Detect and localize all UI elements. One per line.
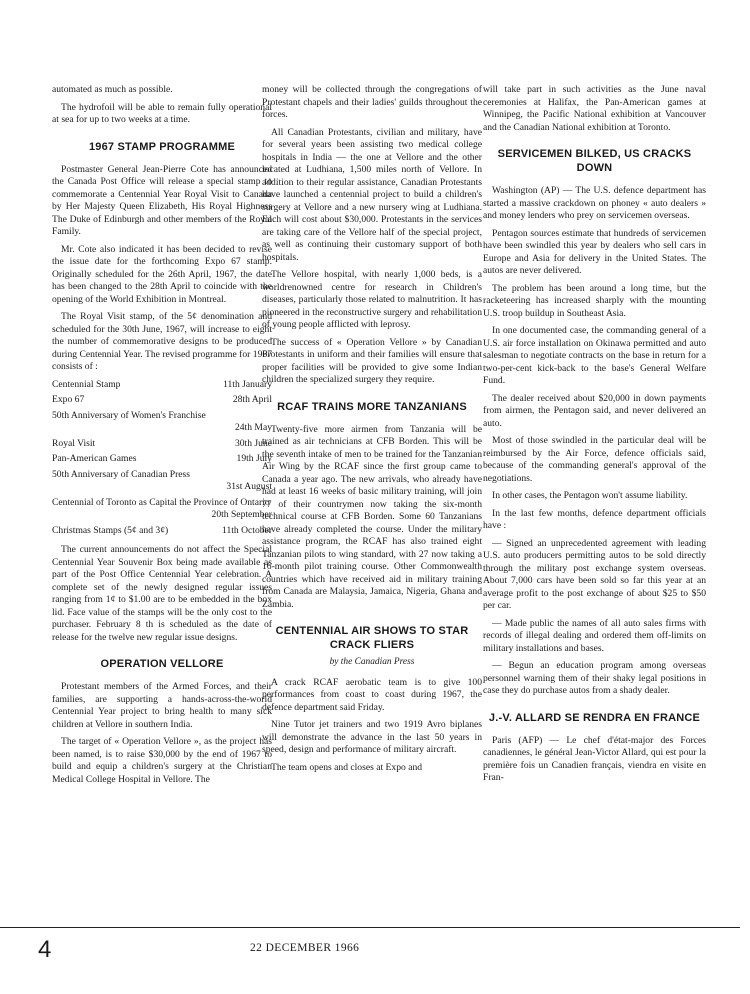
schedule-row [52, 410, 272, 435]
schedule-name: Centennial of Toronto as Capital the Province of Ontario [52, 496, 270, 508]
stamp-heading: 1967 STAMP PROGRAMME [88, 140, 235, 153]
servicemen-paragraph: The dealer received about $20,000 in down payments from airmen, the Pentagon said, and never delivered an auto. [483, 392, 706, 429]
servicemen-paragraph: — Made public the names of all auto sales firms with records of illegal dealing and ordered them off-limits on military installations and bases. [483, 617, 706, 654]
schedule-date: 11th October [222, 524, 272, 536]
stamp-paragraph: Postmaster General Jean-Pierre Cote has announced the Canada Post Office will release a special stamp to commemorate a Centennial Year Royal Visit to Canada by Her Majesty Queen Elizabeth, His Royal Highness The Duke of Edinburgh and other members of the Royal Family. [52, 163, 272, 237]
issue-date: 22 DECEMBER 1966 [250, 942, 360, 954]
vellore-paragraph: The target of « Operation Vellore », as the project has been named, is to raise $30,000 by the end of 1967 to build and equip a children's surgery at the Christian Medical College Hospital in Vellore. The [52, 736, 272, 785]
airshows-heading: CENTENNIAL AIR SHOWS TO STAR CRACK FLIERS [275, 625, 469, 651]
intro-paragraph: The hydrofoil will be able to remain fully operational at sea for up to two weeks at a time. [52, 101, 272, 125]
schedule-date: 24th May [234, 422, 272, 433]
servicemen-paragraph: In other cases, the Pentagon won't assume liability. [492, 490, 688, 501]
airshows-paragraph: The team opens and closes at Expo and [271, 761, 423, 773]
stamp-paragraph: Mr. Cote also indicated it has been decided to revise the issue date for the forthcoming Expo 67 stamp. Originally scheduled for the 26th April, 1967, the date has been changed to the 28th April to coincide with the opening of the World Exhibition in Montreal. [52, 243, 272, 305]
schedule-date: 30th June [234, 437, 272, 449]
servicemen-heading: SERVICEMEN BILKED, US CRACKS DOWN [497, 148, 692, 174]
vellore-paragraph: Protestant members of the Armed Forces, and their families, are supporting a hands-across-the-world Centennial Year project to bring health to many sick children at Vellore in southern India. [52, 681, 272, 730]
schedule-name: Royal Visit [52, 437, 96, 449]
servicemen-paragraph: Most of those swindled in the particular deal will be reimbursed by the Air Force, defence officials said, because of the commanding general's approval of the negotiations. [483, 435, 706, 484]
schedule-name: Christmas Stamps (5¢ and 3¢) [52, 524, 169, 536]
page-number: 4 [38, 936, 52, 963]
servicemen-paragraph: In one documented case, the commanding general of a U.S. air force installation on Okinawa permitted and auto salesman to negotiate contracts on the base in return for a two-per-cent kick-back to the base's General Welfare Fund. [483, 325, 706, 386]
schedule-name: Pan-American Games [52, 453, 137, 464]
vellore-continuation: money will be collected through the congregations of Protestant chapels and their ladies' guilds throughout the forces. [262, 84, 482, 120]
servicemen-paragraph: — Signed an unprecedented agreement with leading U.S. auto producers permitting autos to be sold directly through the military post exchange system overseas. About 7,000 cars have been sold so far this year at an average profit to the post exchange of about $25 to $50 per car. [483, 537, 706, 611]
airshows-paragraph: Nine Tutor jet trainers and two 1919 Avro biplanes will demonstrate the advance in the last 50 years in speed, design and performance of military aircraft. [262, 719, 482, 755]
rcaf-paragraph: Twenty-five more airmen from Tanzania will be trained as air technicians at CFB Borden. This will be the seventh intake of men to be trained for the Tanzanian Air Wing by the RCAF since the first group came to Canada a year ago. The new arrivals, who already have had at least 16 weeks of basic military training, will join 77 of their countrymen now taking the six-month technical course at CFB Borden. Some 60 Tanzanians have already completed the course. Under the military assistance program, the RCAF has also trained eight Tanzanian pilots to wing standard, with 27 now taking a 16-month pilot training course. Other Commonwealth countries which have received aid in military training from Canada are Malaysia, Jamaica, Nigeria, Ghana and Zambia. [262, 423, 482, 610]
schedule-date: 31st August [226, 481, 272, 492]
schedule-date: 11th January [223, 378, 272, 390]
schedule-row [52, 379, 272, 392]
stamp-paragraph: The current announcements do not affect the Special Centennial Year Souvenir Box being made available as part of the Post Office Centennial Year celebration. A complete set of the newly designed regular issues ranging from 1¢ to $1.00 are to be embedded in the box lid. Face value of the stamps will be the only cost to the purchaser. February 8 th is scheduled as the date of release for the twelve new regular issue designs. [52, 544, 272, 643]
vellore-paragraph: The Vellore hospital, with nearly 1,000 beds, is a worldrenowned centre for research in Children's diseases, particularly those related to malnutrition. It has pioneered in the reconstructive surgery and rehabilitation of young people afflicted with leprosy. [262, 269, 482, 330]
schedule-date: 28th April [232, 394, 272, 405]
schedule-row [52, 453, 272, 466]
airshows-paragraph: A crack RCAF aerobatic team is to give 100 performances from coast to coast during 1967, the defence department said Friday. [262, 676, 482, 713]
schedule-row [52, 469, 272, 494]
servicemen-paragraph: Pentagon sources estimate that hundreds of servicemen have been swindled this year by dealers who sell cars in Europe and Asia for delivery in the United States. The autos are never delivered. [483, 227, 706, 276]
vellore-heading: OPERATION VELLORE [100, 658, 224, 670]
schedule-name: Expo 67 [52, 394, 85, 405]
servicemen-paragraph: The problem has been around a long time, but the racketeering has increased sharply with the mounting U.S. troop buildup in Southeast Asia. [483, 282, 706, 319]
column-3 [483, 84, 706, 790]
schedule-name: 50th Anniversary of Women's Franchise [52, 409, 206, 421]
schedule-row [52, 438, 272, 451]
vellore-paragraph: The success of « Operation Vellore » by Canadian Protestants in uniform and their families will ensure that proper facilities will be provided to give some Indian children the specialized surgery they require. [262, 336, 482, 385]
schedule-row [52, 394, 272, 407]
stamp-schedule [52, 379, 272, 538]
column-2 [262, 84, 482, 779]
stamp-paragraph: The Royal Visit stamp, of the 5¢ denomination and scheduled for the 30th June, 1967, will increase to eight the number of commemorative designs to be produced during Centennial Year. The revised programme for 1967 consists of : [52, 311, 272, 372]
servicemen-paragraph: In the last few months, defence department officials have : [483, 507, 706, 531]
schedule-name: Centennial Stamp [52, 378, 121, 390]
schedule-date: 20th September [211, 509, 272, 520]
intro-continuation: automated as much as possible. [52, 84, 173, 95]
allard-paragraph: Paris (AFP) — Le chef d'état-major des Forces canadiennes, le général Jean-Victor Allard, qui est pour la première fois un Canadien français, viendra en visite en Fran- [483, 734, 706, 783]
airshows-continuation: will take part in such activities as the June naval ceremonies at Halifax, the Pan-American games at Winnipeg, the Pacific National exhibition at Vancouver and the Canadian National exhibition at Toronto. [483, 84, 706, 133]
servicemen-paragraph: Washington (AP) — The U.S. defence department has started a massive crackdown on phoney « auto dealers » and money lenders who prey on servicemen overseas. [483, 185, 706, 221]
rcaf-heading: RCAF TRAINS MORE TANZANIANS [277, 400, 467, 413]
schedule-row [52, 497, 272, 522]
footer-rule [0, 927, 740, 928]
schedule-name: 50th Anniversary of Canadian Press [52, 468, 191, 480]
schedule-row [52, 525, 272, 538]
column-1 [52, 84, 272, 791]
vellore-paragraph: All Canadian Protestants, civilian and military, have for several years been assisting two medical college hospitals in India — the one at Vellore and the other located at Ludhiana, 1,500 miles north of Vellore. In addition to their regular assistance, Canadian Protestants have launched a centennial project to build a children's surgery at Vellore and a new nursery wing at Ludhiana. Each will cost about $30,000. Protestants in the services are taking care of the Vellore half of the special project, as well as continuing their customary support of both hospitals. [262, 126, 482, 263]
airshows-byline: by the Canadian Press [329, 657, 415, 667]
allard-heading: J.-V. ALLARD SE RENDRA EN FRANCE [488, 711, 701, 724]
servicemen-paragraph: — Begun an education program among overseas personnel warning them of their shaky legal positions in case they do purchase autos from a shady dealer. [483, 660, 706, 696]
schedule-date: 19th July [236, 453, 272, 464]
